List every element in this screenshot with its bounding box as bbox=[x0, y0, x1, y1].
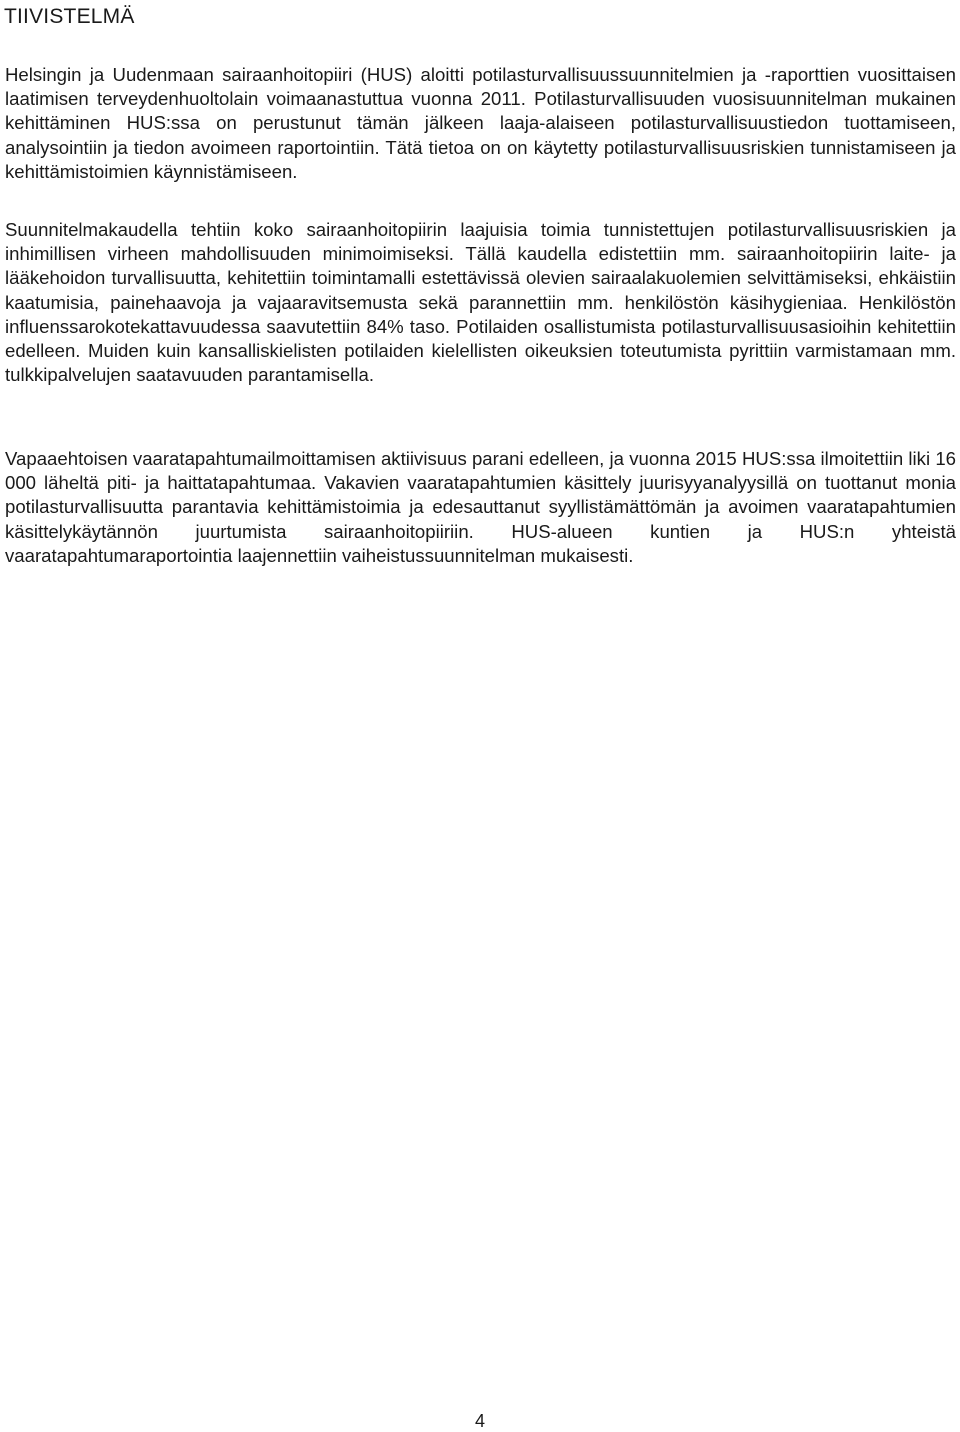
paragraph-introduction: Helsingin ja Uudenmaan sairaanhoitopiiri (HUS) aloitti potilasturvallisuussuunnitelmien ja -raporttien vuosittaisen laatimisen terveydenhuoltolain voimaanastuttua vuonna 2011. Potilasturvallisuuden vuosisuunnitelman mukainen kehittäminen HUS:ssa on perustunut tämän jälkeen laaja-alaiseen potilasturvallisuustiedon tuottamiseen, analysointiin ja tiedon avoimeen raportointiin. Tätä tietoa on on käytetty potilasturvallisuusriskien tunnistamiseen ja kehittämistoimien käynnistämiseen. bbox=[5, 64, 956, 182]
page-title: TIIVISTELMÄ bbox=[4, 5, 135, 28]
paragraph-incident-reporting: Vapaaehtoisen vaaratapahtumailmoittamisen aktiivisuus parani edelleen, ja vuonna 2015 HUS:ssa ilmoitettiin liki 16 000 läheltä piti- ja haittatapahtumaa. Vakavien vaaratapahtumien käsittely juurisyyanalyysillä on tuottanut monia potilasturvallisuutta parantavia kehittämistoimia ja edesauttanut syyllistämättömän ja avoimen vaaratapahtumien käsittelykäytännön juurtumista sairaanhoitopiiriin. HUS-alueen kuntien ja HUS:n yhteistä vaaratapahtumaraportointia laajennettiin vaiheistussuunnitelman mukaisesti. bbox=[5, 448, 956, 566]
paragraph-planning-period: Suunnitelmakaudella tehtiin koko sairaanhoitopiirin laajuisia toimia tunnistettujen potilasturvallisuusriskien ja inhimillisen virheen mahdollisuuden minimoimiseksi. Tällä kaudella edistettiin mm. sairaanhoitopiirin laite- ja lääkehoidon turvallisuutta, kehitettiin toimintamalli estettävissä olevien sairaalakuolemien selvittämiseksi, ehkäistiin kaatumisia, painehaavoja ja vajaaravitsemusta sekä parannettiin mm. henkilöstön käsihygieniaa. Henkilöstön influenssarokotekattavuudessa saavutettiin 84% taso. Potilaiden osallistumista potilasturvallisuusasioihin kehitettiin edelleen. Muiden kuin kansalliskielisten potilaiden kielellisten oikeuksien toteutumista pyrittiin varmistamaan mm. tulkkipalvelujen saatavuuden parantamisella. bbox=[5, 219, 956, 386]
page-number: 4 bbox=[474, 1411, 485, 1431]
